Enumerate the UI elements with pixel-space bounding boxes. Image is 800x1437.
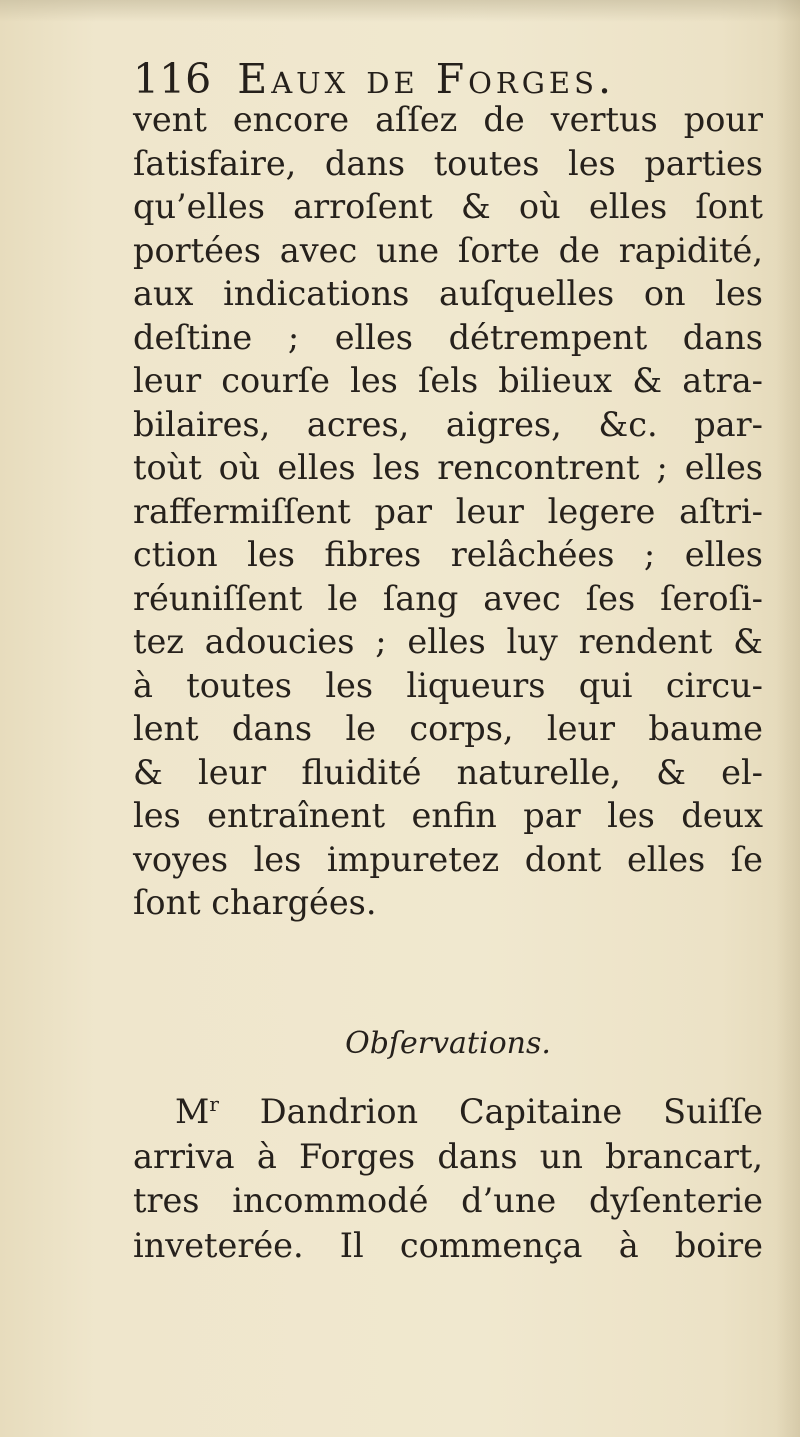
text-line: bilaires, acres, aigres, &c. par- xyxy=(133,404,763,444)
text-line: vent encore aſſez de vertus pour xyxy=(133,100,763,139)
text-line-rest: Dandrion Capitaine Suiſſe xyxy=(218,1092,763,1131)
text-line: portées avec une ſorte de rapidité, xyxy=(133,230,763,270)
running-head xyxy=(133,56,753,102)
text-line: ſatisfaire, dans toutes les parties xyxy=(133,143,763,183)
text-line: inveterée. Il commença à boire xyxy=(133,1225,763,1265)
text-line: voyes les impuretez dont elles ſe xyxy=(133,839,763,879)
section-heading: Obſervations. xyxy=(345,1026,551,1061)
text-line: tez adoucies ; elles luy rendent & xyxy=(133,622,763,661)
text-line: deſtine ; elles détrempent dans xyxy=(133,317,763,357)
paragraph-2 xyxy=(133,1090,763,1268)
paragraph-1 xyxy=(133,98,763,925)
text-line: les entraînent enfin par les deux xyxy=(133,796,763,835)
text-line xyxy=(133,1090,763,1135)
text-line: lent dans le corps, leur baume xyxy=(133,709,763,748)
running-title: Eaux de Forges. xyxy=(237,55,616,103)
text-line: aux indications auſquelles on les xyxy=(133,274,763,313)
text-line: arriva à Forges dans un brancart, xyxy=(133,1136,763,1176)
text-line: toùt où elles les rencontrent ; elles xyxy=(133,448,763,487)
text-line: ſont chargées. xyxy=(133,883,377,922)
page-number: 116 xyxy=(133,55,212,103)
text-line: raffermiſſent par leur legere aſtri- xyxy=(133,491,763,531)
text-line: leur courſe les ſels bilieux & atra- xyxy=(133,361,763,400)
superscript: r xyxy=(209,1092,219,1116)
text-line: ction les fibres relâchées ; elles xyxy=(133,535,763,574)
text-line: réuniſſent le ſang avec ſes ſeroſi- xyxy=(133,578,763,618)
page-top-edge xyxy=(0,0,800,22)
title-abbreviation: M xyxy=(175,1092,210,1131)
text-line: qu’elles arroſent & où elles ſont xyxy=(133,187,763,226)
text-line: à toutes les liqueurs qui circu- xyxy=(133,665,763,705)
page-gutter-shadow xyxy=(776,0,800,1437)
text-line: tres incommodé d’une dyſenterie xyxy=(133,1181,763,1220)
text-line: & leur fluidité naturelle, & el- xyxy=(133,752,763,792)
